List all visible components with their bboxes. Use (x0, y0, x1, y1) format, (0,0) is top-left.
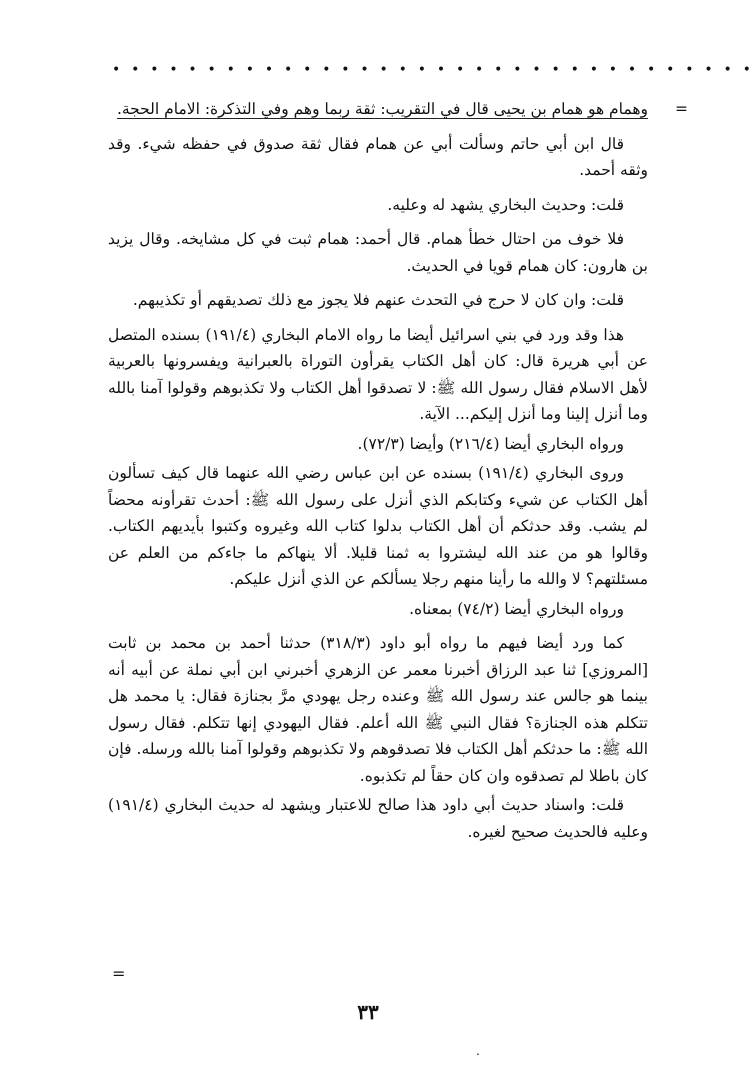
paragraph-7: ورواه البخاري أيضا (٢١٦/٤) وأيضا (٧٢/٣). (357, 434, 624, 453)
page-body (108, 96, 688, 853)
continuation-mark: = (675, 100, 688, 118)
paragraph-10: كما ورد أيضا فيهم ما رواه أبو داود (٣١٨/٣) حدثنا أحمد بن محمد بن ثابت [المروزي] ثنا عبد الرزاق أخبرنا معمر عن الزهري أخبرني ابن أبي نملة عن أبيه أنه بينما هو جالس عند رسول الله ﷺ وعنده رجل يهودي مرَّ بجنازة فقال: يا محمد هل تتكلم هذه الجنازة؟ فقال النبي ﷺ الله أعلم. فقال اليهودي إنها تتكلم. فقال رسول الله ﷺ: ما حدثكم أهل الكتاب فلا تصدقوهم ولا تكذبوهم وقولوا آمنا بالله ورسله. فإن كان باطلا لم تصدقوه وان كان حقاً لم تكذبوه. (108, 634, 648, 785)
paragraph-11: قلت: واسناد حديث أبي داود هذا صالح للاعتبار ويشهد له حديث البخاري (١٩١/٤) وعليه فالحديث صحيح لغيره. (108, 796, 648, 841)
to-be-continued-mark: = (112, 964, 126, 983)
bottom-dot: . (476, 1044, 480, 1058)
paragraph-2: قال ابن أبي حاتم وسألت أبي عن همام فقال ثقة صدوق في حفظه شيء. وقد وثقه أحمد. (108, 134, 648, 179)
page-number: ٣٣ (357, 1000, 379, 1024)
dotted-separator: • • • • • • • • • • • • • • • • • • • • • • • • • • • • • • • • • • (112, 62, 754, 78)
paragraph-5: قلت: وان كان لا حرج في التحدث عنهم فلا يجوز مع ذلك تصديقهم أو تكذيبهم. (132, 291, 624, 309)
paragraph-9: ورواه البخاري أيضا (٧٤/٢) بمعناه. (409, 599, 624, 618)
paragraph-4: فلا خوف من احتال خطأ همام. قال أحمد: همام ثبت في كل مشايخه. وقال يزيد بن هارون: كان همام قويا في الحديث. (108, 230, 648, 275)
paragraph-3: قلت: وحديث البخاري يشهد له وعليه. (387, 195, 624, 214)
paragraph-6: هذا وقد ورد في بني اسرائيل أيضا ما رواه الامام البخاري (١٩١/٤) بسنده المتصل عن أبي هريرة قال: كان أهل الكتاب يقرأون التوراة بالعبرانية ويفسرونها بالعربية لأهل الاسلام فقال رسول الله ﷺ: لا تصدقوا أهل الكتاب ولا تكذبوهم وقولوا آمنا بالله وما أنزل إلينا وما أنزل إليكم... الآية. (108, 325, 648, 423)
paragraph-1-text: وهمام هو همام بن يحيى قال في التقريب: ثقة ربما وهم وفي التذكرة: الامام الحجة. (116, 100, 648, 118)
paragraph-1 (108, 96, 688, 123)
paragraph-8: وروى البخاري (١٩١/٤) بسنده عن ابن عباس رضي الله عنهما قال كيف تسألون أهل الكتاب عن شيء وكتابكم الذي أنزل على رسول الله ﷺ: أحدث تقرأونه محضاً لم يشب. وقد حدثكم أن أهل الكتاب بدلوا كتاب الله وغيروه وكتبوا بأيديهم الكتاب. وقالوا هو من عند الله ليشتروا به ثمنا قليلا. ألا ينهاكم ما جاءكم من العلم عن مسئلتهم؟ لا والله ما رأينا منهم رجلا يسألكم عن الذي أنزل عليكم. (108, 464, 648, 588)
